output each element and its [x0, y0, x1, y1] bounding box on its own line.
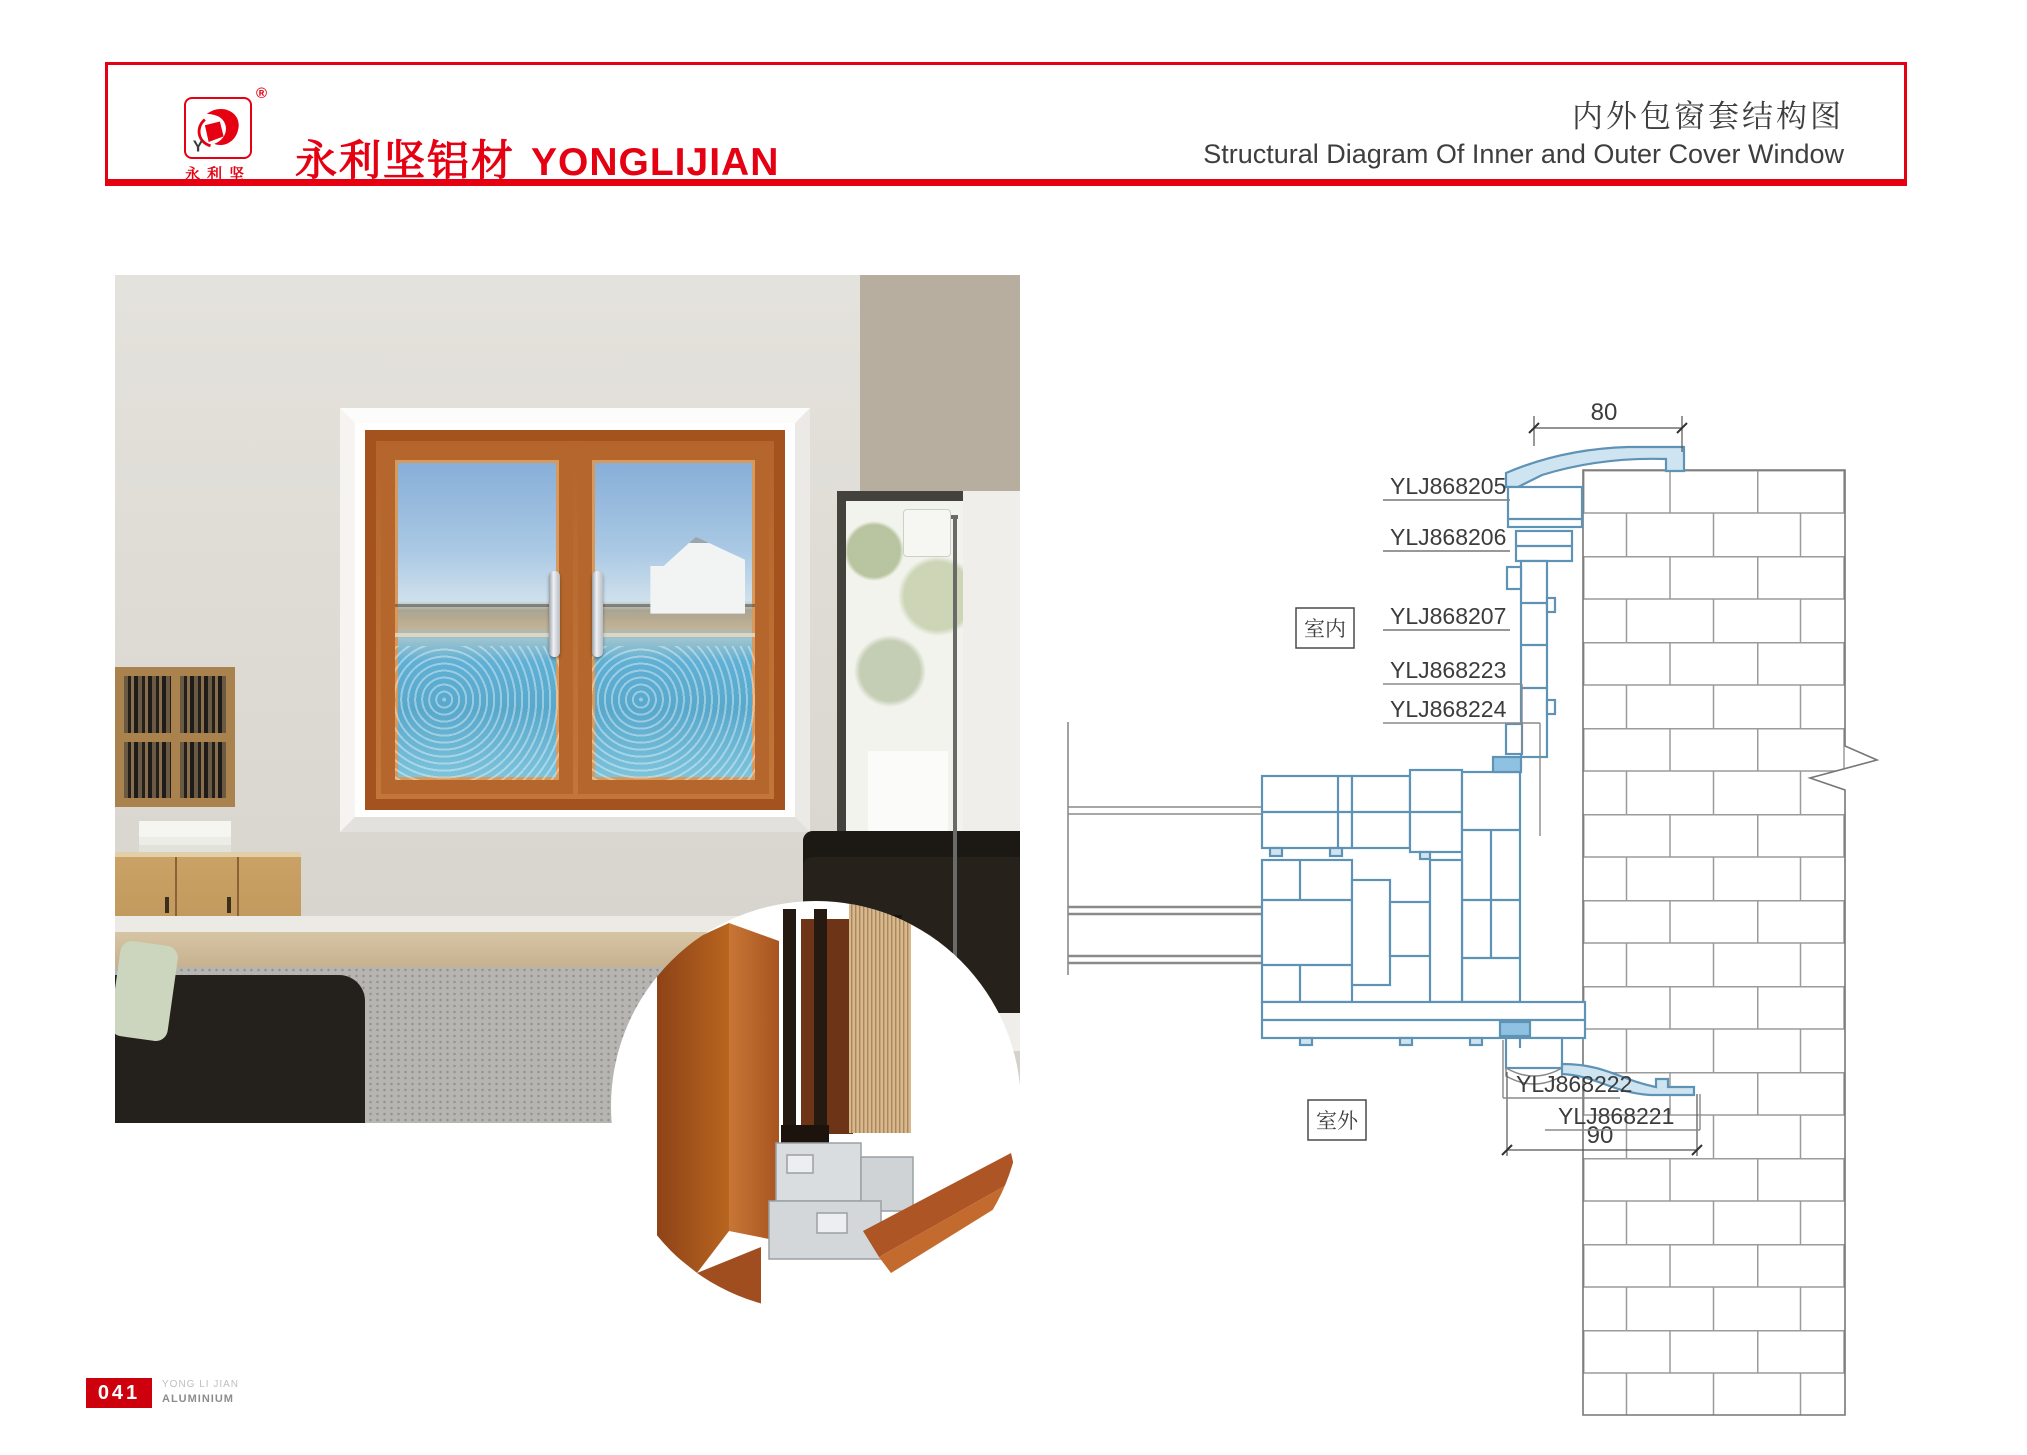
part-label: YLJ868224	[1390, 696, 1507, 722]
fence-line	[395, 604, 559, 607]
sealant-block	[1493, 757, 1521, 772]
dim-90: 90	[1586, 1122, 1614, 1149]
page-title-en: Structural Diagram Of Inner and Outer Cover Window	[1203, 139, 1844, 169]
header	[105, 62, 1907, 186]
part-label: YLJ868223	[1390, 657, 1507, 683]
page-title	[1203, 99, 1844, 171]
shelf-books	[180, 742, 227, 799]
brick-wall	[1583, 470, 1877, 1415]
shelf-books	[124, 742, 171, 799]
dim-80: 80	[1590, 399, 1618, 426]
dimension-top	[1529, 399, 1687, 452]
part-label: YLJ868206	[1390, 524, 1507, 550]
part-label: YLJ868205	[1390, 473, 1507, 499]
company-name-cn: 永利坚铝材	[295, 137, 516, 184]
pool-edge	[592, 633, 756, 637]
right-sash	[578, 446, 770, 794]
pool-water	[395, 646, 559, 780]
outdoor-label: 室外	[1316, 1110, 1358, 1133]
insect-screen	[849, 903, 911, 1133]
company-name	[295, 128, 779, 188]
casement-window	[365, 430, 785, 810]
company-name-en: YONGLIJIAN	[531, 141, 780, 184]
footer-brand	[162, 1378, 239, 1406]
white-books	[139, 821, 231, 853]
structural-diagram	[1040, 380, 1945, 1425]
window-handle	[592, 571, 603, 657]
pool-edge	[395, 633, 559, 637]
footer-brand-aluminium: ALUMINIUM	[162, 1393, 234, 1405]
svg-text:Y: Y	[192, 138, 204, 156]
left-sash	[381, 446, 573, 794]
window-handle	[549, 571, 560, 657]
pool-water	[592, 646, 756, 780]
cabinet-handle	[165, 897, 169, 913]
floor-lamp-shade	[903, 509, 951, 557]
part-label: YLJ868207	[1390, 603, 1507, 629]
footer-brand-name: YONG LI JIAN	[162, 1379, 240, 1390]
wood-frame-corner	[657, 923, 779, 1311]
glass-unit	[1068, 722, 1292, 975]
part-label: YLJ868221	[1558, 1103, 1675, 1129]
yonglijian-swirl-logo-icon	[184, 97, 252, 159]
part-label: YLJ868222	[1516, 1071, 1633, 1097]
shelf-books	[124, 676, 171, 733]
indoor-label: 室内	[1304, 618, 1346, 641]
page-title-cn: 内外包窗套结构图	[1572, 99, 1844, 134]
window-recess	[340, 408, 810, 832]
wall-panel	[860, 275, 1020, 491]
page-number-badge: 041	[86, 1378, 152, 1408]
frame-assembly	[1262, 770, 1585, 1045]
logo-caption: 永利坚	[184, 166, 251, 183]
pool-house	[650, 537, 745, 614]
cabinet-handle	[227, 897, 231, 913]
sealant-block	[1500, 1022, 1530, 1036]
registered-mark: ®	[256, 85, 268, 102]
wall-shelf	[115, 667, 235, 807]
profile-cutaway-inset	[611, 901, 1021, 1311]
shelf-books	[180, 676, 227, 733]
